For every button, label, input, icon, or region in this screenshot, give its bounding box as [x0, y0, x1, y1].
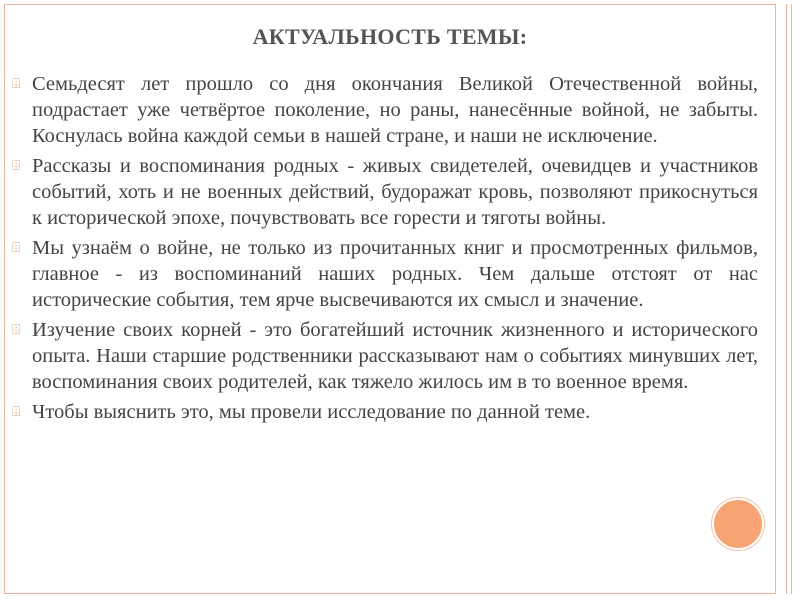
bullet-item [12, 235, 758, 313]
bullet-item [12, 317, 758, 395]
bullet-item [12, 399, 758, 425]
bullet-text: Изучение своих корней - это богатейший источник жизненного и исторического опыта. Наши старшие родственники рассказывают нам о событиях минувших лет, воспоминания своих родителей, как тяжело жилось им в то военное время. [32, 319, 758, 393]
bullet-text: Чтобы выяснить это, мы провели исследование по данной теме. [32, 401, 591, 423]
bullet-icon: ⌹ [12, 76, 21, 92]
bullet-text: Рассказы и воспоминания родных - живых свидетелей, очевидцев и участников событий, хоть и не военных действий, будоражат кровь, позволяют прикоснуться к исторической эпохе, почувствовать все горести и тяготы войны. [32, 155, 758, 229]
bullet-icon: ⌹ [12, 240, 21, 256]
slide-title: АКТУАЛЬНОСТЬ ТЕМЫ: [252, 24, 528, 49]
bullet-text: Мы узнаём о войне, не только из прочитанных книг и просмотренных фильмов, главное - из воспоминаний наших родных. Чем дальше отстоят от нас исторические события, тем ярче высвечиваются их смысл и значение. [32, 237, 758, 311]
decorative-orange-circle [712, 498, 764, 550]
bullet-item [12, 153, 758, 231]
bullet-text: Семьдесят лет прошло со дня окончания Великой Отечественной войны, подрастает уже четвёртое поколение, но раны, нанесённые войной, не забыты. Коснулась война каждой семьи в нашей стране, и наши не исключение. [32, 73, 758, 147]
bullet-icon: ⌹ [12, 322, 21, 338]
bullet-icon: ⌹ [12, 404, 21, 420]
bullet-item [12, 71, 758, 149]
right-decorative-rule [786, 4, 792, 594]
bullet-list [12, 71, 758, 429]
bullet-icon: ⌹ [12, 158, 21, 174]
